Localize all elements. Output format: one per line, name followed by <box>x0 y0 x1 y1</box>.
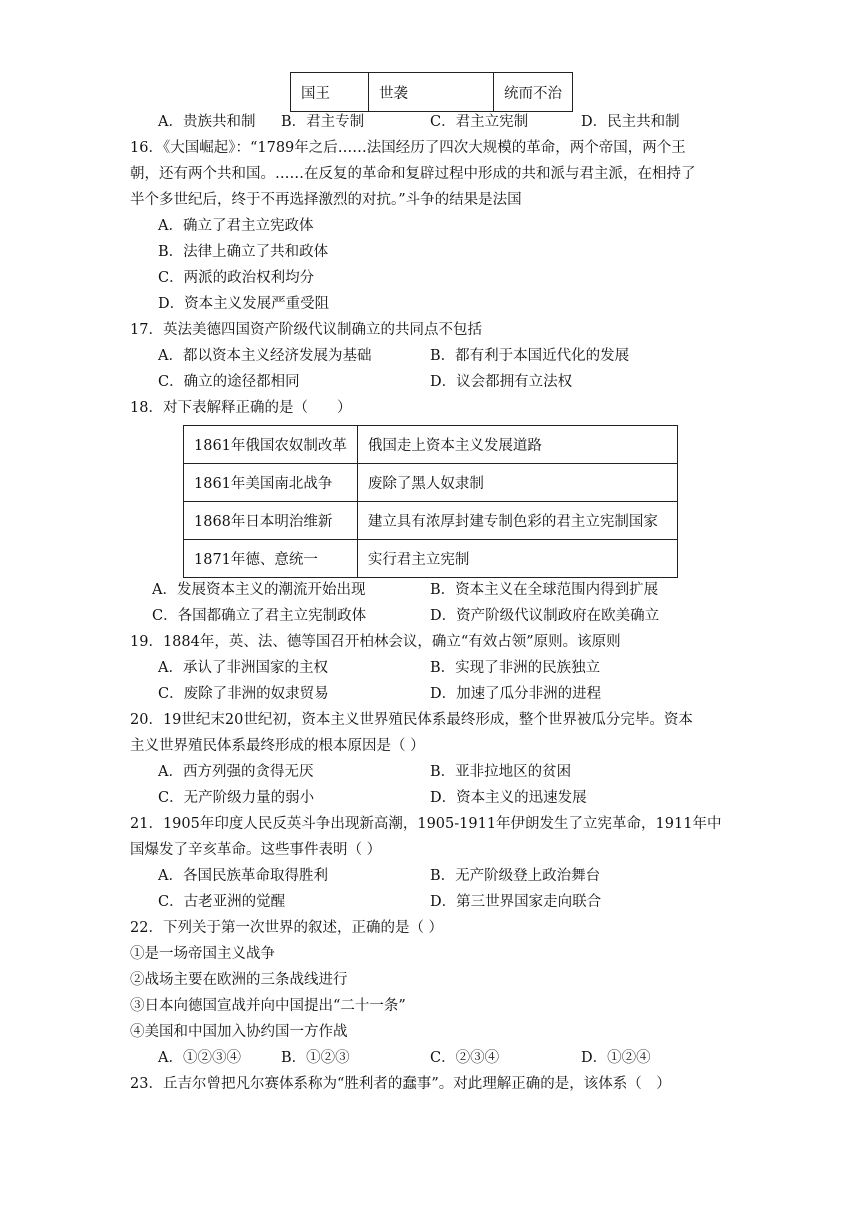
q17-option-a: A．都以资本主义经济发展为基础 <box>158 348 372 364</box>
q22-option-c: C．②③④ <box>430 1050 500 1066</box>
q16-option-d: D．资本主义发展严重受阻 <box>158 296 330 312</box>
q20-stem-line-1: 20．19世纪末20世纪初，资本主义世界殖民体系最终形成，整个世界被瓜分完毕。资本 <box>130 712 693 728</box>
q21-option-a: A．各国民族革命取得胜利 <box>158 868 328 884</box>
q15-option-a: A．贵族共和制 <box>158 114 256 130</box>
q17-stem: 17．英法美德四国资产阶级代议制确立的共同点不包括 <box>130 322 482 338</box>
q16-option-a: A．确立了君主立宪政体 <box>158 218 314 234</box>
q19-option-c: C．废除了非洲的奴隶贸易 <box>158 686 329 702</box>
table-cell: 国王 <box>291 73 369 112</box>
table-cell-event: 1861年俄国农奴制改革 <box>184 426 358 464</box>
q21-option-c: C．古老亚洲的觉醒 <box>158 894 286 910</box>
table-row <box>184 426 678 464</box>
table-cell: 世袭 <box>369 73 494 112</box>
q18-option-c: C．各国都确立了君主立宪制政体 <box>152 608 367 624</box>
table-row <box>184 502 678 540</box>
q17-option-d: D．议会都拥有立法权 <box>430 374 573 390</box>
q20-stem-line-2: 主义世界殖民体系最终形成的根本原因是（ ） <box>130 738 425 754</box>
table-row <box>184 540 678 578</box>
q21-stem-line-1: 21．1905年印度人民反英斗争出现新高潮，1905-1911年伊朗发生了立宪革命，1911年中 <box>130 816 722 832</box>
table-cell-event: 1871年德、意统一 <box>184 540 358 578</box>
table-cell: 统而不治 <box>494 73 573 112</box>
q22-stem: 22．下列关于第一次世界的叙述，正确的是（ ） <box>130 920 444 936</box>
q22-item-2: ②战场主要在欧洲的三条战线进行 <box>130 972 348 988</box>
q18-option-a: A．发展资本主义的潮流开始出现 <box>152 582 366 598</box>
q17-option-b: B．都有利于本国近代化的发展 <box>430 348 630 364</box>
q22-item-4: ④美国和中国加入协约国一方作战 <box>130 1024 348 1040</box>
q22-option-a: A．①②③④ <box>158 1050 241 1066</box>
q21-option-b: B．无产阶级登上政治舞台 <box>430 868 601 884</box>
q15-table <box>290 72 573 112</box>
q16-stem-line-3: 半个多世纪后，终于不再选择激烈的对抗。”斗争的结果是法国 <box>130 192 522 208</box>
table-cell-result: 实行君主立宪制 <box>357 540 677 578</box>
table-row <box>184 464 678 502</box>
q15-option-c: C．君主立宪制 <box>430 114 529 130</box>
q20-option-a: A．西方列强的贪得无厌 <box>158 764 314 780</box>
table-row <box>291 73 573 112</box>
q21-option-d: D．第三世界国家走向联合 <box>430 894 602 910</box>
q22-option-d: D．①②④ <box>581 1050 651 1066</box>
q18-table <box>183 425 678 578</box>
q19-option-a: A．承认了非洲国家的主权 <box>158 660 328 676</box>
q19-option-b: B．实现了非洲的民族独立 <box>430 660 601 676</box>
q20-option-c: C．无产阶级力量的弱小 <box>158 790 315 806</box>
q18-option-d: D．资产阶级代议制政府在欧美确立 <box>430 608 660 624</box>
q22-item-3: ③日本向德国宣战并向中国提出“二十一条” <box>130 998 406 1014</box>
q17-option-c: C．确立的途径都相同 <box>158 374 300 390</box>
table-cell-result: 废除了黑人奴隶制 <box>357 464 677 502</box>
q16-stem-line-2: 朝，还有两个共和国。……在反复的革命和复辟过程中形成的共和派与君主派，在相持了 <box>130 166 696 182</box>
table-cell-event: 1861年美国南北战争 <box>184 464 358 502</box>
q15-option-d: D．民主共和制 <box>581 114 680 130</box>
q16-option-c: C．两派的政治权利均分 <box>158 270 315 286</box>
q20-option-d: D．资本主义的迅速发展 <box>430 790 587 806</box>
table-cell-result: 俄国走上资本主义发展道路 <box>357 426 677 464</box>
q23-stem: 23．丘吉尔曾把凡尔赛体系称为“胜利者的蠢事”。对此理解正确的是，该体系（ ） <box>130 1076 671 1092</box>
q19-option-d: D．加速了瓜分非洲的进程 <box>430 686 602 702</box>
q16-stem-line-1: 16．《大国崛起》：“1789年之后……法国经历了四次大规模的革命，两个帝国，两个王 <box>130 140 686 156</box>
q16-option-b: B．法律上确立了共和政体 <box>158 244 329 260</box>
q20-option-b: B．亚非拉地区的贫困 <box>430 764 572 780</box>
q15-option-b: B．君主专制 <box>281 114 365 130</box>
q19-stem: 19．1884年，英、法、德等国召开柏林会议，确立“有效占领”原则。该原则 <box>130 634 621 650</box>
table-cell-result: 建立具有浓厚封建专制色彩的君主立宪制国家 <box>357 502 677 540</box>
q18-stem: 18．对下表解释正确的是（ ） <box>130 400 352 416</box>
q21-stem-line-2: 国爆发了辛亥革命。这些事件表明（ ） <box>130 842 382 858</box>
q22-option-b: B．①②③ <box>281 1050 350 1066</box>
table-cell-event: 1868年日本明治维新 <box>184 502 358 540</box>
q18-option-b: B．资本主义在全球范围内得到扩展 <box>430 582 659 598</box>
q22-item-1: ①是一场帝国主义战争 <box>130 946 275 962</box>
